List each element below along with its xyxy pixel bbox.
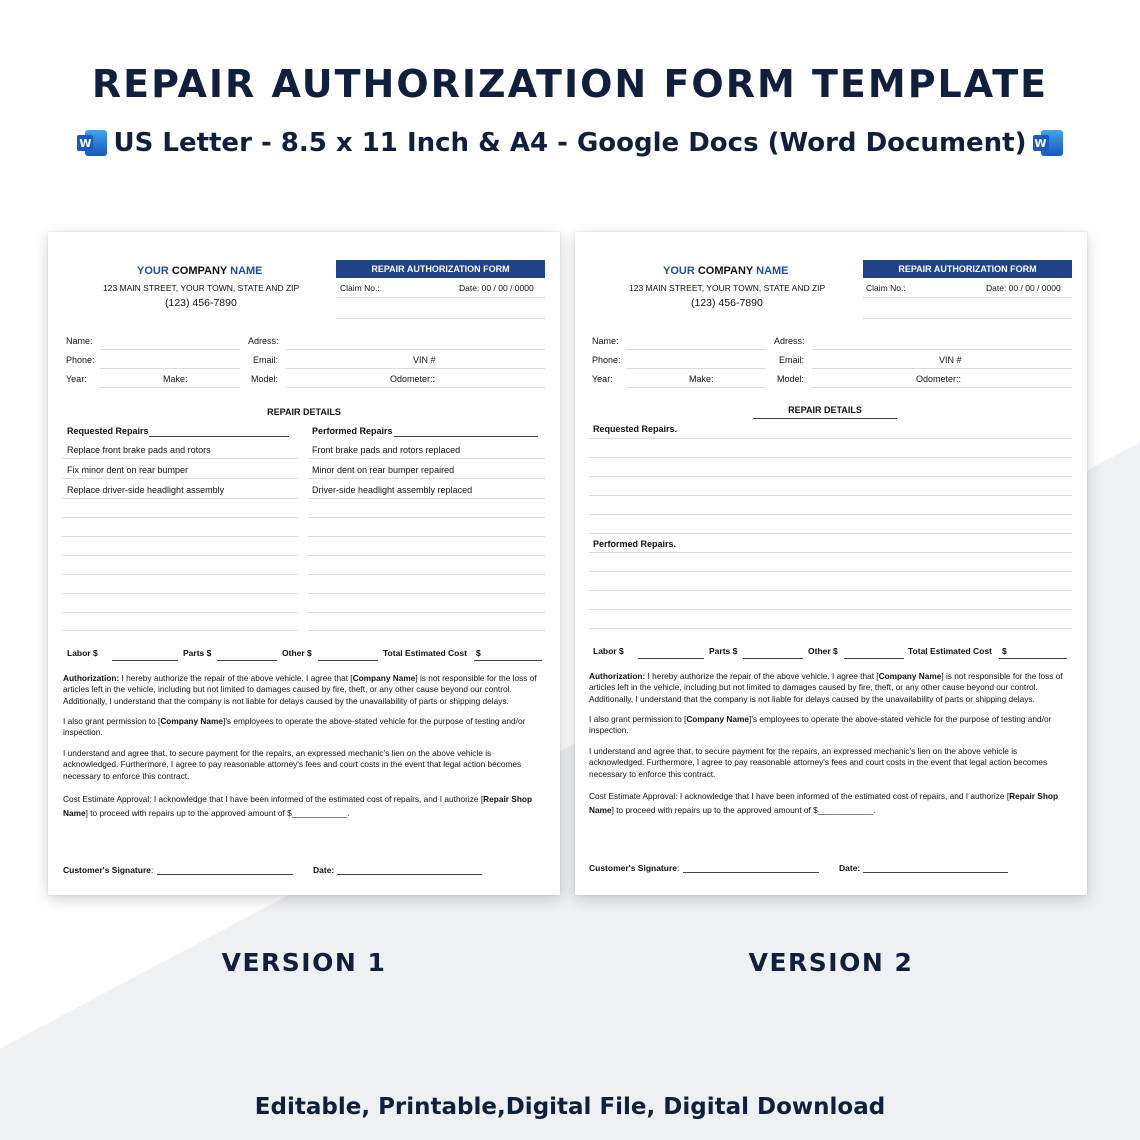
permission-paragraph: I also grant permission to [Company Name]'s employees to operate the above-stated vehicle for the purpose of testing and/or inspection.: [589, 714, 1052, 736]
signature-date-label: Date:: [839, 863, 861, 873]
phone-label: Phone:: [592, 355, 621, 365]
other-label: Other $: [282, 648, 312, 658]
year-label: Year:: [592, 374, 613, 384]
signature-date-label: Date:: [313, 865, 335, 875]
labor-label: Labor $: [593, 646, 624, 656]
authorization-paragraph: Authorization: I hereby authorize the repair of the above vehicle. I agree that [Company Name] is not responsible for the loss of articles left in the vehicle, including but not limited to damages caused by fire, theft, or any other cause beyond our control. Additionally, I understand that the company is not liable for delays caused by the unavailability of parts or shipping delays.: [63, 673, 537, 706]
requested-repair-item: Replace front brake pads and rotors: [67, 445, 211, 455]
word-icon: W: [77, 130, 107, 156]
cost-estimate-paragraph: Cost Estimate Approval: I acknowledge that I have been informed of the estimated cost of repairs, and I authorize [Repair Shop Name] to proceed with repairs up to the approved amount of $____________.: [589, 791, 1059, 815]
name-label: Name:: [66, 336, 93, 346]
lien-paragraph: I understand and agree that, to secure payment for the repairs, an expressed mechanic's lien on the above vehicle is acknowledged. Furthermore, I agree to pay reasonable attorney's fees and court costs in the event that legal action becomes necessary to enforce this contract.: [63, 748, 522, 781]
name-label: Name:: [592, 336, 619, 346]
company-name: YOUR COMPANY NAME: [663, 265, 789, 277]
form-banner: REPAIR AUTHORIZATION FORM: [863, 260, 1072, 278]
parts-label: Parts $: [709, 646, 738, 656]
vin-label: VIN #: [413, 355, 436, 365]
company-phone: (123) 456-7890: [691, 297, 763, 309]
performed-repairs-header: Performed Repairs.: [593, 539, 677, 549]
requested-repair-item: Replace driver-side headlight assembly: [67, 485, 225, 495]
company-name: YOUR COMPANY NAME: [137, 265, 263, 277]
odometer-label: Odometer::: [916, 374, 962, 384]
company-phone: (123) 456-7890: [165, 297, 237, 309]
lien-paragraph: I understand and agree that, to secure payment for the repairs, an expressed mechanic's lien on the above vehicle is acknowledged. Furthermore, I agree to pay reasonable attorney's fees and court costs in the event that legal action becomes necessary to enforce this contract.: [589, 746, 1048, 779]
make-label: Make:: [163, 374, 188, 384]
model-label: Model:: [777, 374, 805, 384]
requested-repairs-header: Requested Repairs: [67, 426, 149, 436]
repair-details-heading: REPAIR DETAILS: [267, 407, 341, 417]
address-label: Adress:: [774, 336, 805, 346]
phone-label: Phone:: [66, 355, 95, 365]
other-label: Other $: [808, 646, 838, 656]
address-label: Adress:: [248, 336, 279, 346]
permission-paragraph: I also grant permission to [Company Name]'s employees to operate the above-stated vehicle for the purpose of testing and/or inspection.: [63, 716, 526, 738]
company-address: 123 MAIN STREET, YOUR TOWN, STATE AND ZIP: [629, 283, 826, 293]
labor-label: Labor $: [67, 648, 98, 658]
claim-no: Claim No.:: [340, 283, 380, 293]
customer-signature-label: Customer's Signature:: [589, 863, 680, 873]
repair-details-heading: REPAIR DETAILS: [788, 405, 862, 415]
form-date: Date: 00 / 00 / 0000: [986, 283, 1061, 293]
performed-repair-item: Minor dent on rear bumper repaired: [312, 465, 455, 475]
vin-label: VIN #: [939, 355, 962, 365]
performed-repairs-header: Performed Repairs: [312, 426, 393, 436]
version-1-label: VERSION 1: [221, 948, 387, 977]
model-label: Model:: [251, 374, 279, 384]
word-icon: W: [1033, 130, 1063, 156]
performed-repair-item: Front brake pads and rotors replaced: [312, 445, 461, 455]
subtitle-text: US Letter - 8.5 x 11 Inch & A4 - Google Docs (Word Document): [113, 128, 1027, 158]
form-page-version-1: [48, 232, 560, 895]
form-date: Date: 00 / 00 / 0000: [459, 283, 534, 293]
requested-repairs-header: Requested Repairs.: [593, 424, 678, 434]
footer-tagline: Editable, Printable,Digital File, Digital Download: [254, 1094, 886, 1120]
requested-repair-item: Fix minor dent on rear bumper: [67, 465, 189, 475]
performed-repair-item: Driver-side headlight assembly replaced: [312, 485, 473, 495]
company-address: 123 MAIN STREET, YOUR TOWN, STATE AND ZIP: [103, 283, 300, 293]
subtitle: [0, 128, 1140, 158]
form-page-version-2: [575, 232, 1087, 895]
version-2-label: VERSION 2: [748, 948, 914, 977]
total-dollar-sign: $: [476, 648, 481, 658]
total-dollar-sign: $: [1002, 646, 1007, 656]
year-label: Year:: [66, 374, 87, 384]
form-banner: REPAIR AUTHORIZATION FORM: [336, 260, 545, 278]
claim-no: Claim No.:: [866, 283, 906, 293]
cost-estimate-paragraph: Cost Estimate Approval: I acknowledge that I have been informed of the estimated cost of repairs, and I authorize [Repair Shop Name] to proceed with repairs up to the approved amount of $____________.: [63, 794, 533, 818]
odometer-label: Odometer::: [390, 374, 436, 384]
authorization-paragraph: Authorization: I hereby authorize the repair of the above vehicle. I agree that [Company Name] is not responsible for the loss of articles left in the vehicle, including but not limited to damages caused by fire, theft, or any other cause beyond our control. Additionally, I understand that the company is not liable for delays caused by the unavailability of parts or shipping delays.: [589, 671, 1063, 704]
page-title: REPAIR AUTHORIZATION FORM TEMPLATE: [91, 62, 1049, 106]
customer-signature-label: Customer's Signature:: [63, 865, 154, 875]
total-cost-label: Total Estimated Cost: [908, 646, 992, 656]
total-cost-label: Total Estimated Cost: [383, 648, 467, 658]
email-label: Email:: [779, 355, 805, 365]
make-label: Make:: [689, 374, 714, 384]
parts-label: Parts $: [183, 648, 212, 658]
email-label: Email:: [253, 355, 279, 365]
